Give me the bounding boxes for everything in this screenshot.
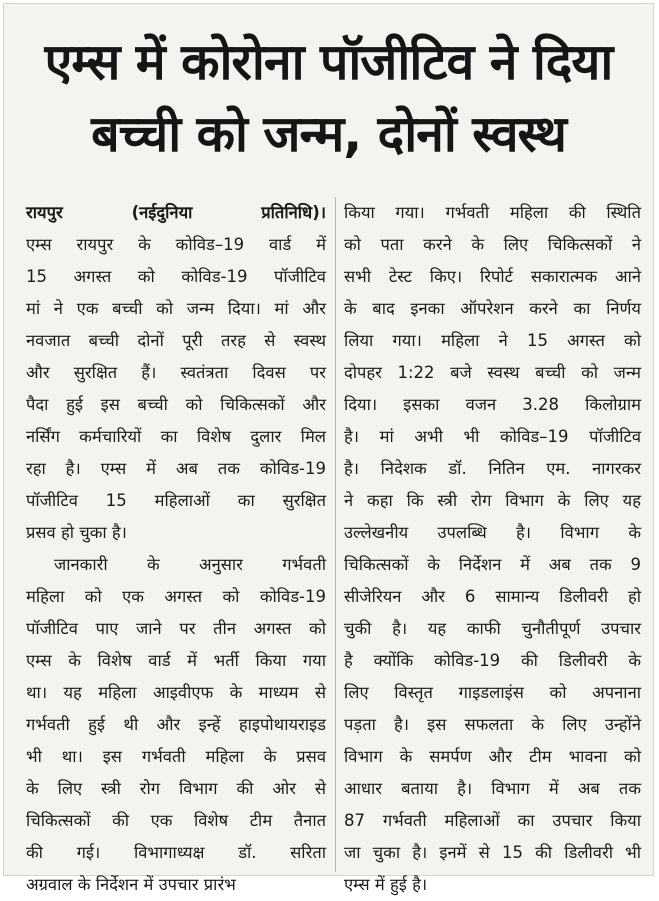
article-line: दिया। इसका वजन 3.28 किलोग्राम bbox=[344, 395, 641, 414]
article-line: सीजेरियन और 6 सामान्य डिलीवरी हो bbox=[344, 587, 641, 606]
article-line: चिकित्सकों की एक विशेष टीम तैनात bbox=[26, 811, 326, 830]
article-line: है क्योंकि कोविड-19 की डिलीवरी के bbox=[344, 651, 641, 670]
article-line: लिया गया। महिला ने 15 अगस्त को bbox=[344, 331, 641, 350]
article-line: ने कहा कि स्त्री रोग विभाग के लिए यह bbox=[344, 491, 641, 510]
article-line: लिए विस्तृत गाइडलाइंस को अपनाना bbox=[344, 683, 641, 702]
article-line: भी था। इस गर्भवती महिला के प्रसव bbox=[26, 747, 326, 766]
article-line: एम्स के विशेष वार्ड में भर्ती किया गया bbox=[26, 651, 326, 670]
headline-line-2: बच्ची को जन्म, दोनों स्वस्थ bbox=[91, 105, 566, 163]
article-body bbox=[26, 197, 641, 894]
article-line: सभी टेस्ट किए। रिपोर्ट सकारात्मक आने bbox=[344, 267, 641, 286]
headline bbox=[4, 26, 653, 170]
article-line: और सुरक्षित हैं। स्वतंत्रता दिवस पर bbox=[26, 363, 326, 382]
article-line: उल्लेखनीय उपलब्धि है। विभाग के bbox=[344, 523, 641, 542]
article-line: को पता करने के लिए चिकित्सकों ने bbox=[344, 235, 641, 254]
article-line: नवजात बच्ची दोनों पूरी तरह से स्वस्थ bbox=[26, 331, 326, 350]
article-line: जा चुका है। इनमें से 15 की डिलीवरी भी bbox=[344, 843, 641, 862]
article-line: मां ने एक बच्ची को जन्म दिया। मां और bbox=[26, 299, 326, 318]
article-line: की गई। विभागाध्यक्ष डॉ. सरिता bbox=[26, 843, 326, 862]
article-line: किया गया। गर्भवती महिला की स्थिति bbox=[344, 203, 641, 222]
article-line: पड़ता है। इस सफलता के लिए उन्होंने bbox=[344, 715, 641, 734]
article-line: गर्भवती हुई थी और इन्हें हाइपोथायराइड bbox=[26, 715, 326, 734]
article-line: प्रसव हो चुका है। bbox=[26, 523, 127, 542]
article-line: नर्सिंग कर्मचारियों का विशेष दुलार मिल bbox=[26, 427, 326, 446]
left-column bbox=[26, 197, 326, 901]
article-line: है। निदेशक डॉ. नितिन एम. नागरकर bbox=[344, 459, 641, 478]
article-line: आधार बताया है। विभाग में अब तक bbox=[344, 779, 641, 798]
right-column bbox=[344, 197, 641, 901]
article-line: चुकी है। यह काफी चुनौतीपूर्ण उपचार bbox=[344, 619, 641, 638]
article-line: एम्स में हुई है। bbox=[344, 875, 428, 894]
article-line: था। यह महिला आइवीएफ के माध्यम से bbox=[26, 683, 326, 702]
article-line: के लिए स्त्री रोग विभाग की ओर से bbox=[26, 779, 326, 798]
article-line: एम्स रायपुर के कोविड–19 वार्ड में bbox=[26, 235, 326, 254]
newspaper-clipping bbox=[3, 3, 654, 894]
article-line: अग्रवाल के निर्देशन में उपचार प्रारंभ bbox=[26, 875, 236, 894]
article-line: 87 गर्भवती महिलाओं का उपचार किया bbox=[344, 811, 641, 830]
article-line: पॉजीटिव पाए जाने पर तीन अगस्त को bbox=[26, 619, 326, 638]
article-line: 15 अगस्त को कोविड-19 पॉजीटिव bbox=[26, 267, 326, 286]
article-line: दोपहर 1:22 बजे स्वस्थ बच्ची को जन्म bbox=[344, 363, 641, 382]
article-line: महिला को एक अगस्त को कोविड-19 bbox=[26, 587, 326, 606]
article-line: रायपुर (नईदुनिया प्रतिनिधि)। bbox=[26, 203, 326, 222]
article-line: चिकित्सकों के निर्देशन में अब तक 9 bbox=[344, 555, 641, 574]
article-line: विभाग के समर्पण और टीम भावना को bbox=[344, 747, 641, 766]
headline-line-1: एम्स में कोरोना पॉजीटिव ने दिया bbox=[44, 33, 613, 91]
article-line: जानकारी के अनुसार गर्भवती bbox=[54, 555, 326, 574]
article-line: रहा है। एम्स में अब तक कोविड-19 bbox=[26, 459, 326, 478]
article-line: पॉजीटिव 15 महिलाओं का सुरक्षित bbox=[26, 491, 326, 510]
article-line: पैदा हुई इस बच्ची को चिकित्सकों और bbox=[26, 395, 326, 414]
article-line: के बाद इनका ऑपरेशन करने का निर्णय bbox=[344, 299, 641, 318]
article-line: है। मां अभी भी कोविड–19 पॉजीटिव bbox=[344, 427, 641, 446]
column-divider bbox=[335, 197, 336, 872]
